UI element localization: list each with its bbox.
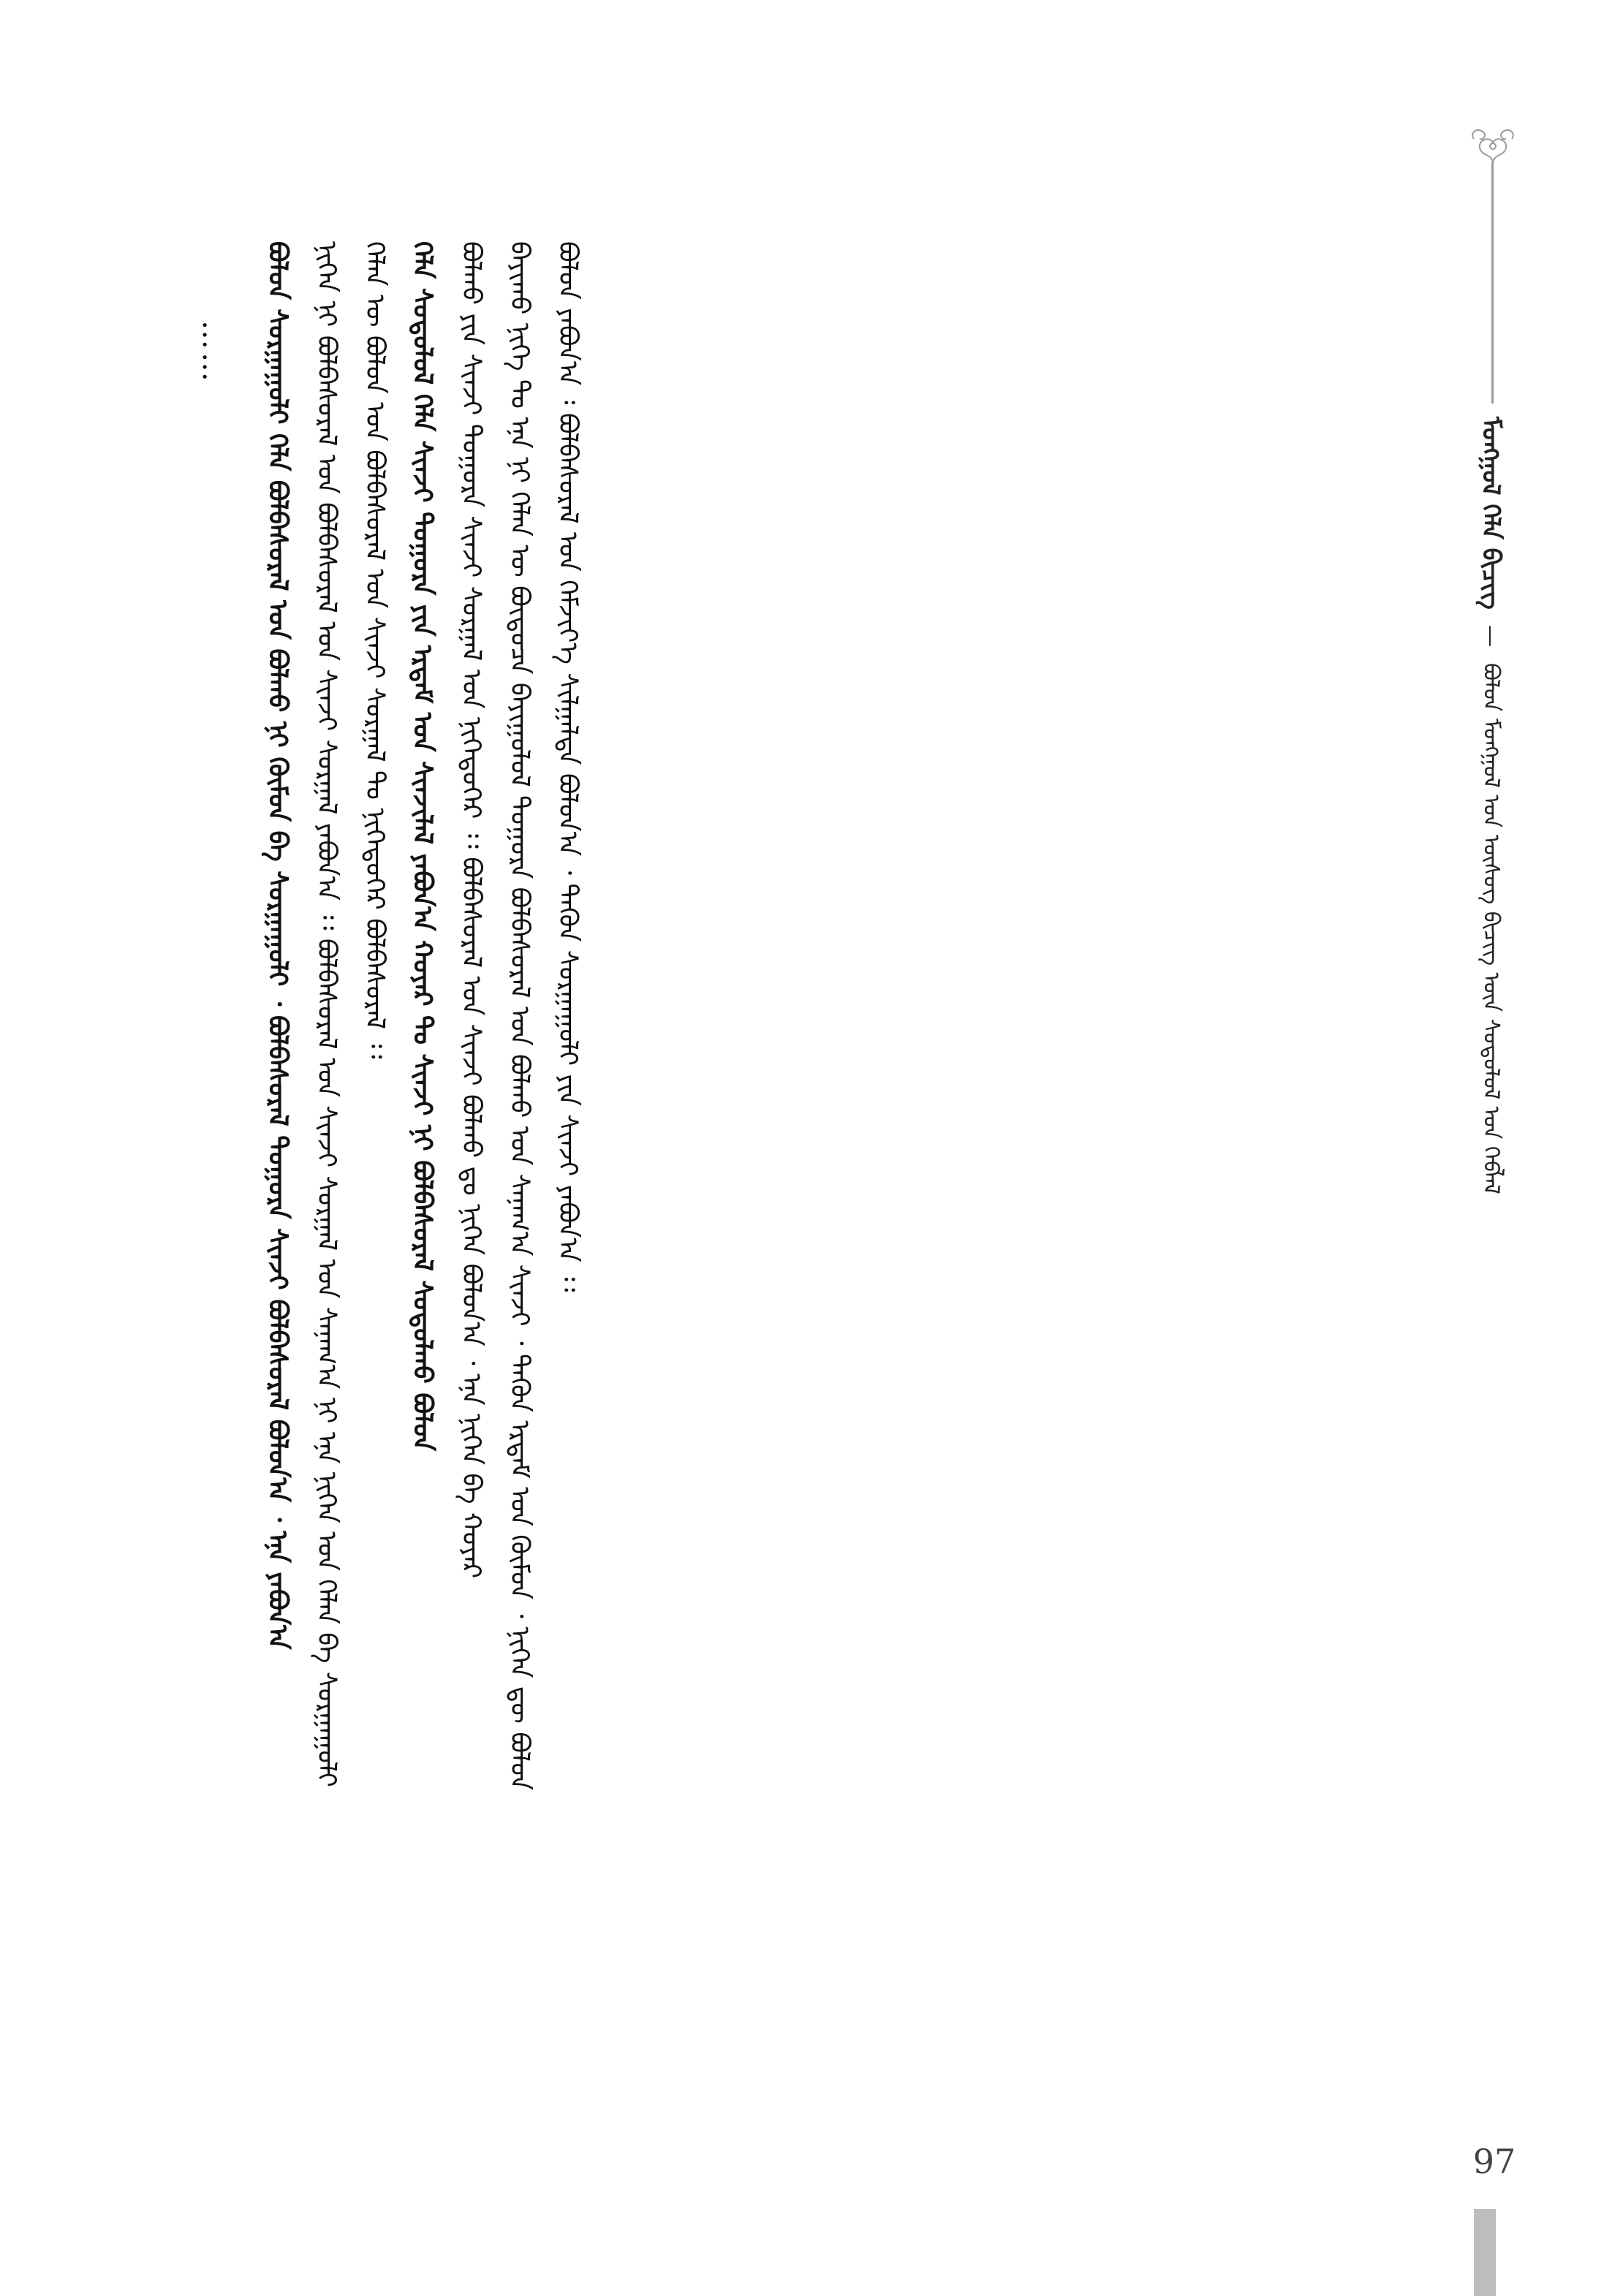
page-number: 97 (1472, 2142, 1516, 2181)
book-title: ᠮᠣᠩᠭᠣᠯ ᠬᠡᠯᠡ ᠪᠢᠴᠢᠭ (1476, 417, 1505, 610)
header-divider (1491, 162, 1494, 403)
body-text (205, 241, 585, 2215)
text-line: ᠪᠣᠯᠤᠨ ᠰᠤᠷᠭᠠᠭᠤᠯᠢ ᠬᠡᠯᠡ ᠪᠣᠯᠪᠠᠰᠤᠷᠠᠯ ᠤᠨ ᠪᠣᠯᠬᠤ ᠨᠢ ᠬᠦᠮᠦᠨ ᠪᠠ ᠰᠤᠷᠭᠠᠭᠤᠯᠢ ᠂ ᠪᠣᠯᠪᠠᠰᠤᠷᠠᠯ ᠲᠤᠭᠤᠷᠠ ᠰᠢᠨᠵᠢ ᠪᠣᠯᠪᠠᠰᠤᠷᠠᠯ ᠪᠣᠯᠤᠨ᠎ᠠ ᠂ ᠡᠨᠡ ᠶᠠᠪᠤᠨ᠎ᠠ (262, 241, 293, 1650)
text-line: ᠬᠡᠯᠡ ᠰᠤᠳᠤᠯᠤᠯ ᠬᠡᠯᠡ ᠰᠢᠨᠵᠢ ᠲᠤᠭᠤᠷᠠ ᠶᠢᠨ ᠡᠷᠳᠡᠮ ᠤᠨ ᠰᠢᠨᠵᠢᠯᠡᠯ ᠶᠠᠪᠤᠨ᠎ᠠ ᠬᠣᠶᠠᠷ ᠲᠤ ᠰᠢᠨᠵᠢ ᠨᠢ ᠪᠣᠯᠪᠠᠰᠤᠷᠠᠯ ᠰᠤᠳᠤᠯᠬᠤ ᠪᠣᠯᠤᠨ (407, 241, 438, 1452)
header-separator: — (1478, 625, 1504, 648)
text-line: ᠪᠣᠯᠤᠨ ᠶᠠᠪᠤᠨ᠎ᠠ ᠄ ᠪᠣᠯᠪᠠᠰᠤᠷᠠᠯ ᠤᠨ ᠬᠡᠮᠵᠢᠶ᠎ᠡ ᠰᠢᠯᠭᠠᠯᠲᠠ ᠪᠣᠯᠤᠨ᠎ᠠ ᠂ ᠲᠡᠭᠦᠨ ᠰᠤᠷᠭᠠᠭᠤᠯᠢ ᠶᠢᠨ ᠰᠢᠨᠵᠢ ᠶᠠᠪᠤᠨ᠎ᠠ ᠄᠄ (553, 241, 583, 1292)
continuation-ellipsis: …… (196, 320, 230, 384)
text-line: ᠪᠠᠶᠢᠬᠤ ᠨᠢᠭᠡ ᠲᠤ ᠡᠨᠡ ᠨᠢ ᠬᠡᠯᠡᠨ ᠦ ᠪᠦᠲᠦᠴᠡ ᠪᠠᠶᠢᠭᠤᠯᠤᠯ ᠲᠤᠭᠤᠷᠠ ᠪᠣᠯᠪᠠᠰᠤᠷᠠᠯ ᠤᠨ ᠪᠣᠯᠬᠤ ᠤᠨ ᠰᠠᠨᠠᠭ᠎ᠠ ᠰᠢᠨᠵᠢ ᠂ ᠲᠡᠭᠦᠨ ᠡᠷᠳᠡᠮ ᠤᠨ ᠬᠦᠮᠦᠨ ᠂ ᠨᠢᠭᠡᠨ ᠳᠦ ᠪᠣᠯᠤᠨ (504, 241, 534, 1791)
scroll-ornament-icon (1467, 124, 1519, 168)
running-header (1455, 124, 1528, 1265)
chapter-title: ᠪᠣᠯᠤᠨ ᠮᠣᠩᠭᠣᠯ ᠤᠨ ᠦᠰᠦᠭ ᠪᠢᠴᠢᠭ ᠦᠨ ᠰᠤᠳᠤᠯᠤᠯ ᠤᠨ ᠬᠡᠪᠯᠡᠯ (1478, 662, 1504, 1194)
text-line: ᠪᠣᠯᠬᠤ ᠶᠢᠨ ᠰᠢᠨᠵᠢ ᠲᠤᠭᠤᠷᠠ ᠰᠢᠨᠵᠢ ᠰᠤᠷᠭᠠᠯ ᠤᠨ ᠨᠢᠭᠡᠳᠦᠭᠡᠷ ᠄᠄ ᠪᠣᠯᠪᠠᠰᠤᠷᠠᠯ ᠤᠨ ᠰᠢᠨᠵᠢ ᠪᠣᠯᠬᠤ ᠳᠤ ᠨᠢᠭᠡᠨ ᠪᠣᠯᠤᠨ᠎ᠠ ᠂ ᠡᠨᠡ ᠨᠢᠭᠡᠨ ᠪᠠ ᠬᠣᠶᠠᠷ (456, 241, 486, 1579)
side-tab-marker (1474, 2209, 1496, 2296)
text-line: ᠨᠢᠭᠡᠨ ᠨᠢ ᠪᠣᠯᠪᠠᠰᠤᠷᠠᠯ ᠤᠨ ᠪᠣᠯᠪᠠᠰᠤᠷᠠᠯ ᠤᠨ ᠰᠢᠨᠵᠢ ᠰᠤᠷᠭᠠᠯ ᠶᠠᠪᠤᠨ᠎ᠠ ᠄᠄ ᠪᠣᠯᠪᠠᠰᠤᠷᠠᠯ ᠤᠨ ᠰᠢᠨᠵᠢ ᠰᠤᠷᠭᠠᠯ ᠤᠨ ᠰᠠᠨᠠᠭ᠎ᠠ ᠨᠢ ᠡᠨᠡ ᠨᠢᠭᠡᠨ ᠤᠨ ᠬᠡᠯᠡᠨ ᠪᠠ ᠰᠤᠷᠭᠠᠭᠤᠯᠢ (311, 241, 341, 1787)
running-header-text (1474, 417, 1507, 1194)
text-line: ᠬᠡᠯᠡᠨ ᠦ ᠪᠣᠯᠤᠨ ᠤᠨ ᠪᠣᠯᠪᠠᠰᠤᠷᠠᠯ ᠤᠨ ᠰᠢᠨᠵᠢ ᠰᠤᠷᠭᠠᠯ ᠲᠤ ᠨᠢᠭᠡᠳᠦᠭᠡᠷ ᠪᠣᠯᠪᠠᠰᠤᠷᠠᠯ ᠄᠄ (360, 241, 390, 1059)
